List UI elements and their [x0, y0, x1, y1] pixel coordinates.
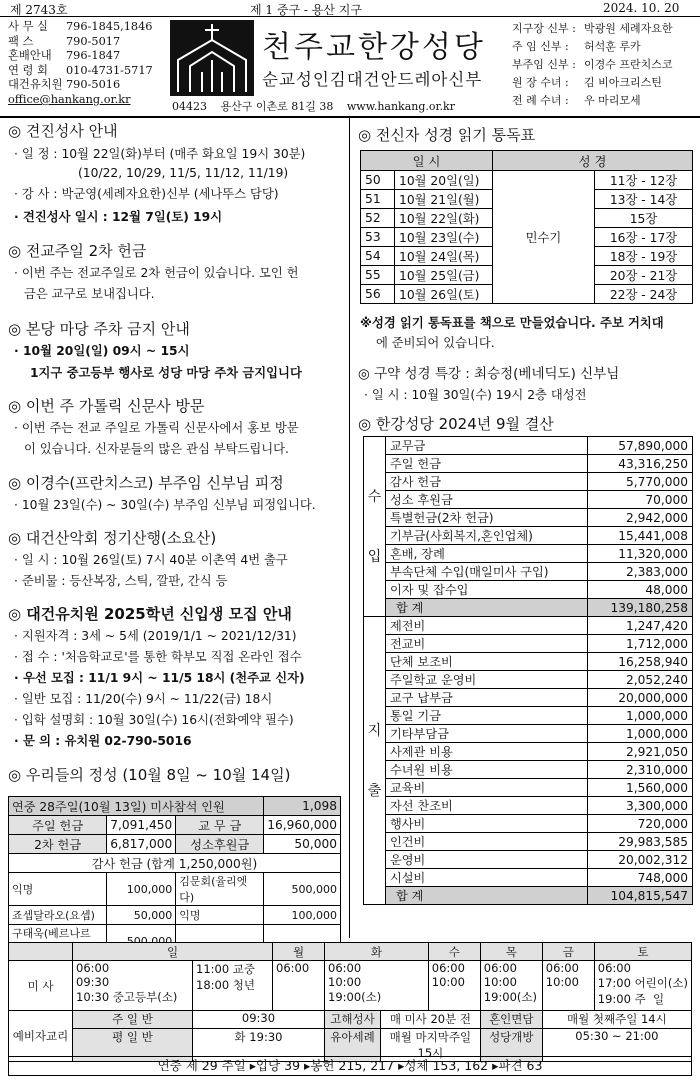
contact-row: 연 령 회 010-4731-5717 [8, 63, 153, 77]
table-row [364, 869, 693, 887]
kinder-line: · 일반 모집 : 11/20(수) 9시 ~ 11/22(금) 18시 [14, 692, 273, 706]
income-amount: 2,383,000 [588, 563, 693, 581]
column-divider [349, 118, 350, 938]
bible-reading-table [360, 150, 693, 304]
table-row [364, 779, 693, 797]
income-amount: 48,000 [588, 581, 693, 599]
postal-code: 04423 [172, 100, 207, 113]
table-row [364, 725, 693, 743]
hike-line: · 준비물 : 등산복장, 스틱, 깔판, 간식 등 [14, 574, 228, 588]
contact-email[interactable]: office@hankang.or.kr [8, 92, 131, 106]
website-link[interactable]: www.hankang.or.kr [346, 100, 455, 113]
expense-item: 기타부담금 [386, 725, 588, 743]
table-row [364, 527, 693, 545]
day-wed: 수 [428, 943, 480, 961]
table-row [364, 491, 693, 509]
expense-item: 교구 납부금 [386, 689, 588, 707]
table-row: 54 10월 24일(목) 18장 - 19장 [361, 247, 693, 266]
parking-title: ◎ 본당 마당 주차 금지 안내 [8, 320, 190, 338]
liturgy-footer: 연중 제 29 주일 ▸입당 39 ▸봉헌 215, 217 ▸성체 153, 162 ▸파견 63 [8, 1056, 692, 1076]
mission-line: · 이번 주는 전교주일로 2차 헌금이 있습니다. 모인 헌 [14, 266, 299, 280]
kinder-title: ◎ 대건유치원 2025학년 신입생 모집 안내 [8, 605, 292, 623]
income-item: 교무금 [386, 437, 588, 455]
bible-book: 민수기 [493, 171, 595, 304]
contact-row: 팩 스 790-5017 [8, 34, 121, 48]
contact-block [8, 20, 153, 108]
kinder-line: · 입학 설명회 : 10월 30일(수) 16시(전화예약 필수) [14, 713, 294, 727]
district: 제 1 중구 - 용산 지구 [250, 3, 362, 17]
reading-note: ※성경 읽기 통독표를 책으로 만들었습니다. 주보 거치대 [360, 316, 664, 330]
table-row [9, 943, 692, 961]
lecture-title: ◎ 구약 성경 특강 : 최승정(베네딕도) 신부님 [358, 366, 620, 382]
expense-item: 인건비 [386, 833, 588, 851]
table-row: 2차 헌금 6,817,000 성소후원금 50,000 [9, 835, 341, 854]
expense-amount: 2,921,050 [588, 743, 693, 761]
expense-amount: 720,000 [588, 815, 693, 833]
table-row: 죠셉달라오(요셉) 50,000 익명 100,000 [9, 906, 341, 925]
income-item: 주일 헌금 [386, 455, 588, 473]
attendance-label: 연중 28주일(10월 13일) 미사참석 인원 [9, 797, 264, 816]
table-row [364, 671, 693, 689]
expense-amount: 1,000,000 [588, 725, 693, 743]
expense-item: 자선 찬조비 [386, 797, 588, 815]
column-header: 일 시 [361, 151, 493, 171]
grace-title: ◎ 우리들의 정성 (10월 8일 ~ 10월 14일) [8, 766, 291, 784]
top-bar [0, 0, 700, 17]
income-amount: 57,890,000 [588, 437, 693, 455]
mass-label: 미 사 [9, 961, 73, 1011]
reading-title: ◎ 전신자 성경 읽기 통독표 [358, 126, 536, 144]
staff-row: 전 례 수녀 : 우 마리모세 [512, 94, 641, 107]
table-row [364, 761, 693, 779]
attendance-value: 1,098 [264, 797, 341, 816]
street-address: 용산구 이촌로 81길 38 [220, 100, 334, 113]
income-item: 성소 후원금 [386, 491, 588, 509]
income-label: 수 입 [364, 437, 386, 617]
mission-line: 금은 교구로 보내집니다. [24, 287, 155, 301]
expense-total-label: 합 계 [386, 887, 588, 905]
table-row [361, 151, 693, 171]
expense-item: 단체 보조비 [386, 653, 588, 671]
mission-title: ◎ 전교주일 2차 헌금 [8, 242, 147, 260]
reading-note: 에 준비되어 있습니다. [376, 336, 495, 350]
table-row [364, 581, 693, 599]
table-row: 주일 헌금 7,091,450 교 무 금 16,960,000 [9, 816, 341, 835]
header-divider [0, 116, 700, 118]
income-item: 이자 및 잡수입 [386, 581, 588, 599]
expense-label: 지 출 [364, 617, 386, 905]
finance-title: ◎ 한강성당 2024년 9월 결산 [358, 415, 554, 433]
table-row [364, 635, 693, 653]
contact-row: 혼배안내 796-1847 [8, 49, 121, 63]
day-fri: 금 [542, 943, 594, 961]
table-row [364, 707, 693, 725]
income-amount: 70,000 [588, 491, 693, 509]
table-row [364, 617, 693, 635]
contact-row: 대건유치원 790-5016 [8, 78, 121, 92]
expense-item: 시설비 [386, 869, 588, 887]
table-row [364, 815, 693, 833]
table-row [9, 854, 341, 873]
table-row [9, 797, 341, 816]
staff-list [512, 20, 673, 110]
staff-row: 주 임 신부 : 허석훈 루카 [512, 40, 641, 53]
table-row: 55 10월 25일(금) 20장 - 21장 [361, 266, 693, 285]
church-logo [170, 20, 254, 96]
expense-amount: 2,310,000 [588, 761, 693, 779]
lecture-line: · 일 시 : 10월 30일(수) 19시 2층 대성전 [364, 388, 587, 402]
kinder-line: · 지원자격 : 3세 ~ 5세 (2019/1/1 ~ 2021/12/31) [14, 629, 297, 643]
expense-amount: 1,247,420 [588, 617, 693, 635]
day-thu: 목 [480, 943, 542, 961]
expense-amount: 3,300,000 [588, 797, 693, 815]
expense-amount: 1,000,000 [588, 707, 693, 725]
table-row: 평 일 반 화 19:30 유아세례 매월 마지막주일 15시 성당개방 05:30 ~ 21:00 [9, 1029, 692, 1062]
thanks-offering-header: 감사 헌금 (합계 1,250,000원) [9, 854, 341, 873]
table-row: 53 10월 23일(수) 16장 - 17장 [361, 228, 693, 247]
table-row [364, 437, 693, 455]
confirmation-date: · 견진성사 일시 : 12월 7일(토) 19시 [14, 210, 223, 224]
news-title: ◎ 이번 주 가톨릭 신문사 방문 [8, 397, 205, 415]
income-amount: 15,441,008 [588, 527, 693, 545]
table-row [364, 653, 693, 671]
table-row [364, 599, 693, 617]
offering-table [8, 796, 341, 958]
table-row: 예비자교리 주 일 반 09:30 고해성사 매 미사 20분 전 혼인면담 매월 첫째주일 14시 [9, 1011, 692, 1029]
kinder-line: · 우선 모집 : 11/1 9시 ~ 11/5 18시 (천주교 신자) [14, 671, 305, 685]
issue-date: 2024. 10. 20 [603, 1, 680, 15]
confirmation-line: · 강 사 : 박군영(세례자요한)신부 (세나뚜스 담당) [14, 187, 279, 201]
day-mon: 월 [273, 943, 325, 961]
income-amount: 43,316,250 [588, 455, 693, 473]
contact-row: 사 무 실 796-1845,1846 [8, 20, 153, 33]
expense-amount: 29,983,585 [588, 833, 693, 851]
expense-amount: 20,002,312 [588, 851, 693, 869]
expense-item: 통일 기금 [386, 707, 588, 725]
expense-item: 수녀원 비용 [386, 761, 588, 779]
finance-table [363, 436, 693, 905]
table-row: 익명 100,000 김문회(율리엣다) 500,000 [9, 873, 341, 906]
expense-item: 사제관 비용 [386, 743, 588, 761]
expense-item: 행사비 [386, 815, 588, 833]
news-line: · 이번 주는 전교 주일로 가톨릭 신문사에서 홍보 방문 [14, 421, 299, 435]
expense-amount: 1,560,000 [588, 779, 693, 797]
expense-item: 제전비 [386, 617, 588, 635]
table-row: 구태욱(베르나르도) 500,000 [9, 925, 341, 958]
priest-retreat-line: · 10월 23일(수) ~ 30일(수) 부주임 신부님 피정입니다. [14, 498, 316, 512]
table-row [364, 473, 693, 491]
kinder-line: · 문 의 : 유치원 02-790-5016 [14, 734, 192, 748]
table-row [364, 797, 693, 815]
income-amount: 2,942,000 [588, 509, 693, 527]
table-row [364, 851, 693, 869]
hike-line: · 일 시 : 10월 26일(토) 7시 40분 이촌역 4번 출구 [14, 553, 288, 567]
table-row [364, 509, 693, 527]
table-row [364, 833, 693, 851]
staff-row: 원 장 수녀 : 김 비아크리스틴 [512, 76, 662, 89]
day-tue: 화 [325, 943, 429, 961]
mass-row: 미 사 06:00 09:30 10:30 중고등부(소) 11:00 교중 18:00 청년 06:00 06:00 10:00 19:00(소) 06:00 10:00 06:00 10:00 19:00(소) 06:00 10:00 06:00 17:00 어린이(소) 19:00 주 일 [9, 961, 692, 1011]
table-row [364, 743, 693, 761]
confirmation-title: ◎ 견진성사 안내 [8, 122, 118, 140]
parking-line: · 10월 20일(일) 09시 ~ 15시 [14, 344, 190, 358]
table-row [364, 455, 693, 473]
day-sun: 일 [73, 943, 273, 961]
column-header: 성 경 [493, 151, 693, 171]
news-line: 이 있습니다. 신자분들의 많은 관심 부탁드립니다. [24, 442, 289, 456]
staff-row: 지구장 신부 : 박광원 세례자요한 [512, 22, 673, 35]
income-item: 기부금(사회복지,혼인업체) [386, 527, 588, 545]
kinder-line: · 접 수 : '처음학교로'를 통한 학부모 직접 온라인 접수 [14, 650, 302, 664]
expense-item: 교육비 [386, 779, 588, 797]
income-total-value: 139,180,258 [588, 599, 693, 617]
confirmation-line: · 일 정 : 10월 22일(화)부터 (매주 화요일 19시 30분) [14, 147, 306, 161]
income-item: 부속단체 수입(매일미사 구입) [386, 563, 588, 581]
confirmation-line: (10/22, 10/29, 11/5, 11/12, 11/19) [78, 166, 289, 180]
priest-retreat-title: ◎ 이경수(프란치스코) 부주임 신부님 피정 [8, 474, 284, 492]
expense-amount: 748,000 [588, 869, 693, 887]
table-row [364, 887, 693, 905]
income-amount: 11,320,000 [588, 545, 693, 563]
income-total-label: 합 계 [386, 599, 588, 617]
table-row: 56 10월 26일(토) 22장 - 24장 [361, 285, 693, 304]
table-row [364, 563, 693, 581]
table-row: 51 10월 21일(월) 13장 - 14장 [361, 190, 693, 209]
hike-title: ◎ 대건산악회 정기산행(소요산) [8, 529, 217, 547]
income-amount: 5,770,000 [588, 473, 693, 491]
table-row [364, 545, 693, 563]
expense-amount: 16,258,940 [588, 653, 693, 671]
expense-amount: 2,052,240 [588, 671, 693, 689]
church-subtitle: 순교성인김대건안드레아신부 [262, 70, 483, 89]
parking-line: 1지구 중고등부 행사로 성당 마당 주차 금지입니다 [30, 366, 302, 380]
income-item: 감사 헌금 [386, 473, 588, 491]
day-sat: 토 [594, 943, 691, 961]
expense-amount: 1,712,000 [588, 635, 693, 653]
table-row [364, 689, 693, 707]
table-row: 50 10월 20일(일) 민수기 11장 - 12장 [361, 171, 693, 190]
staff-row: 부주임 신부 : 이경수 프란치스코 [512, 58, 673, 71]
expense-total-value: 104,815,547 [588, 887, 693, 905]
expense-amount: 20,000,000 [588, 689, 693, 707]
expense-item: 운영비 [386, 851, 588, 869]
address-line [172, 98, 465, 114]
catechumen-label: 예비자교리 [9, 1011, 73, 1062]
expense-item: 주일학교 운영비 [386, 671, 588, 689]
schedule-table [8, 942, 692, 1062]
income-item: 혼배, 장례 [386, 545, 588, 563]
church-logo-icon [170, 20, 254, 96]
issue-number: 제 2743호 [10, 3, 68, 17]
church-name: 천주교한강성당 [262, 30, 486, 65]
table-row: 52 10월 22일(화) 15장 [361, 209, 693, 228]
income-item: 특별헌금(2차 헌금) [386, 509, 588, 527]
expense-item: 전교비 [386, 635, 588, 653]
